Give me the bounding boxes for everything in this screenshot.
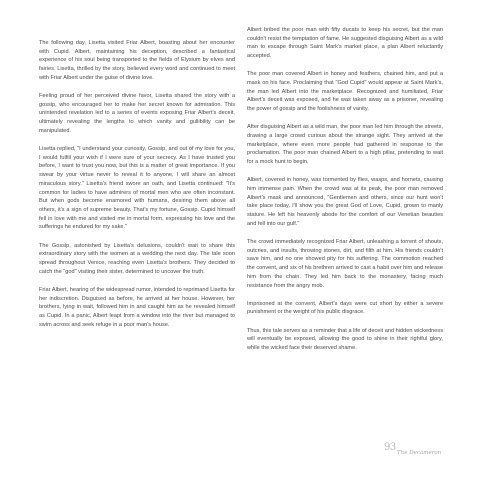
paragraph: Albert bribed the poor man with fifty ducats to keep his secret, but the man couldn't resist the temptation of fame. He suggested disguising Albert as a wild man to escape through Saint Mark's market place, a plan Albert reluctantly accepted.	[247, 27, 443, 60]
paragraph: Friar Albert, hearing of the widespread rumor, intended to reprimand Lisetta for her indiscretion. Disguised as before, he arrived at her house. However, her brothers, lying in wait, followed him in and caught him as he revealed himself as Cupid. In a panic, Albert leapt from a window into the river but managed to swim across and seek refuge in a poor man's house.	[39, 286, 235, 328]
paragraph: The poor man covered Albert in honey and feathers, chained him, and put a mask on his face. Proclaiming that "God Cupid" would appear at Saint Mark's, the man led Albert into the marketplace. Recognized and humiliated, Friar Albert's deceit was exposed, and he was taken away as a prisoner, revealing the power of gossip and the foolishness of vanity.	[247, 71, 443, 113]
book-title: The Decameron	[397, 450, 442, 456]
page-footer	[384, 442, 444, 462]
paragraph: The crowd immediately recognized Friar Albert, unleashing a torrent of shouts, outcries, and insults, throwing stones, dirt, and filth at him. His friends couldn't save him, and no one showed pity for his suffering. The commotion reached the convent, and six of his brethren arrived to cast a habit over him and release him from the chain. They led him back to the monastery, facing much resistance from the angry mob.	[247, 239, 443, 289]
paragraph: Thus, this tale serves as a reminder that a life of deceit and hidden wickedness will eventually be exposed, allowing the good to shine in their rightful glory, while the wicked face their deserved shame.	[247, 327, 443, 352]
paragraph: The following day, Lisetta visited Friar Albert, boasting about her encounter with Cupid. Albert, maintaining his deception, described a fantastical experience of his soul being transported to the fields of Elysium by elves and fairies. Lisetta, thrilled by the story, believed every word and continued to meet with Friar Albert under the guise of divine love.	[39, 40, 235, 81]
paragraph: Albert, covered in honey, was tormented by flies, wasps, and hornets, causing him immense pain. When the crowd was at its peak, the poor man removed Albert's mask and announced, "Gentlemen and others, since our hunt won't take place today, I'll show you the great God of Love, Cupid, grown to manly stature. He left his heavenly abode for the comfort of our Venetian beauties and fell into our gulf."	[247, 177, 443, 227]
paragraph: Feeling proud of her perceived divine favor, Lisetta shared the story with a gossip, who encouraged her to make her secret known for admiration. This unintended revelation led to a series of events exposing Friar Albert's deceit, ultimately revealing the lengths to which vanity and gullibility can be manipulated.	[39, 93, 235, 134]
page-number: 93	[384, 442, 396, 453]
paragraph: Imprisoned at the convent, Albert's days were cut short by either a severe punishment or the weight of his public disgrace.	[247, 300, 443, 316]
right-text-column	[247, 26, 443, 362]
paragraph: Lisetta replied, "I understand your curiosity, Gossip, and out of my love for you, I would fulfill your wish if I were sure of your secrecy. As I have trusted you before, I want to trust you now, but this is a matter of great importance. If you swear by your virtue never to reveal it to anyone, I will share an almost miraculous story." Lisetta's friend swore an oath, and Lisetta continued: "It's common for ladies to have admirers of mortal men who are often inconstant. But when gods become enamored with humans, desiring them above all others, it's a sign of supreme beauty. That's my fortune, Gossip. Cupid himself fell in love with me and visited me in mortal form, expressing his love and the sufferings he endured for my sake."	[39, 146, 235, 231]
left-text-column	[39, 39, 235, 339]
paragraph: The Gossip, astonished by Lisetta's delusions, couldn't wait to share this extraordinary story with the women at a wedding the next day. The tale soon spread throughout Venice, reaching even Lisetta's brothers. They decided to catch the "god" visiting their sister, determined to uncover the truth.	[39, 242, 235, 275]
paragraph: After disguising Albert as a wild man, the poor man led him through the streets, drawing a large crowd curious about the strange sight. They arrived at the marketplace, where even more people had gathered in response to the proclamation. The poor man chained Albert to a high pillar, pretending to wait for a mock hunt to begin.	[247, 124, 443, 166]
